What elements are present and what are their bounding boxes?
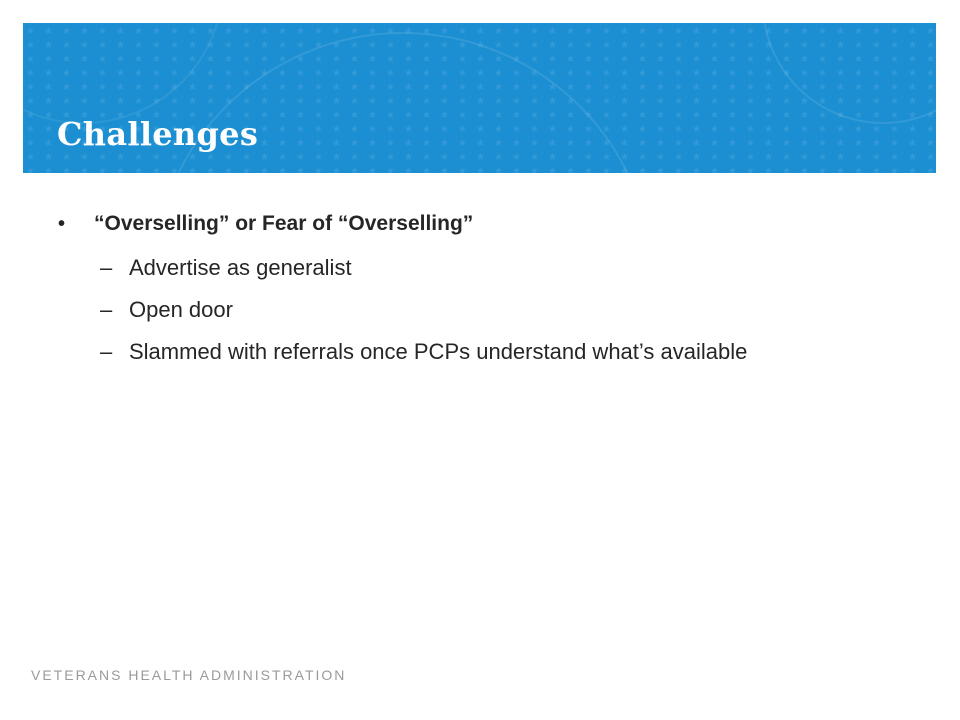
slide-title: Challenges	[57, 115, 259, 153]
title-banner	[23, 23, 936, 173]
slide-body	[58, 208, 918, 378]
sub-bullet-list	[58, 252, 918, 368]
sub-bullet-text: Slammed with referrals once PCPs understand what’s available	[129, 339, 748, 364]
sub-bullet-text: Open door	[129, 297, 233, 322]
sub-bullet-item	[58, 294, 918, 326]
bullet-item	[58, 208, 918, 240]
dash-icon: –	[100, 297, 113, 322]
dash-icon: –	[100, 255, 113, 280]
sub-bullet-text: Advertise as generalist	[129, 255, 352, 280]
bullet-icon: •	[58, 213, 66, 235]
sub-bullet-item	[58, 252, 918, 284]
dash-icon: –	[100, 339, 113, 364]
footer-organization: VETERANS HEALTH ADMINISTRATION	[31, 667, 347, 683]
sub-bullet-item	[58, 336, 918, 368]
bullet-text: “Overselling” or Fear of “Overselling”	[94, 212, 474, 235]
